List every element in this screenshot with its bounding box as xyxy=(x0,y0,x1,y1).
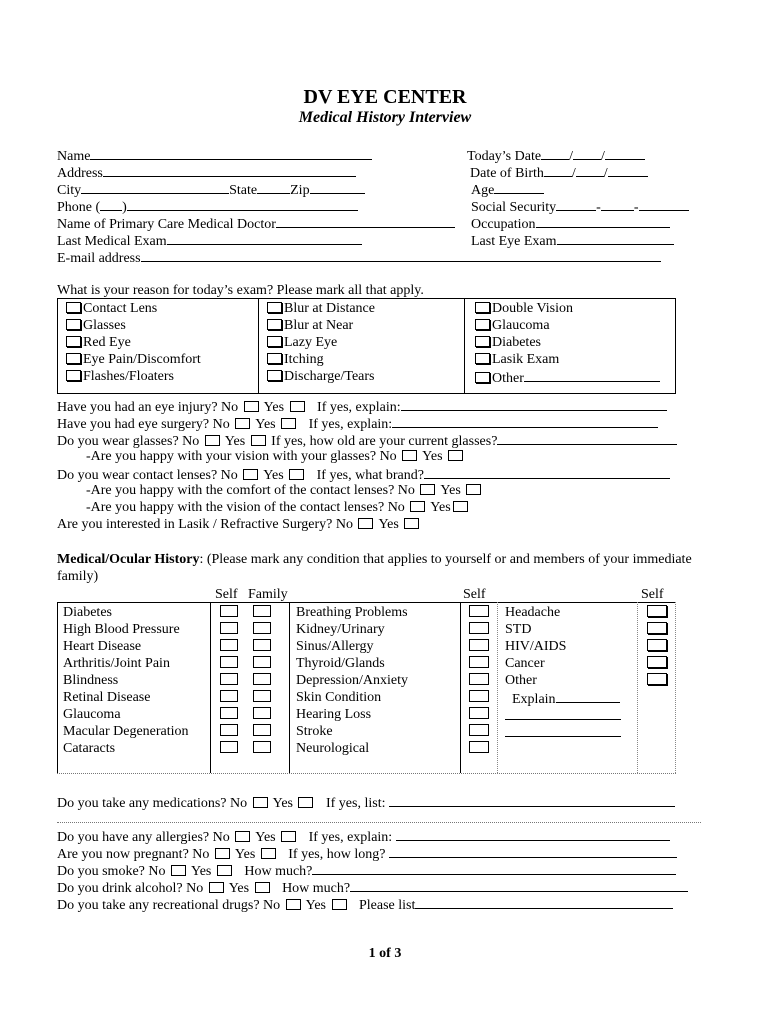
pregnant-field[interactable] xyxy=(389,845,677,858)
reason-item[interactable]: Blur at Distance xyxy=(265,301,375,317)
checkbox-family[interactable] xyxy=(253,673,271,685)
address-field[interactable] xyxy=(103,164,356,177)
checkbox-self[interactable] xyxy=(220,605,238,617)
condition-label: STD xyxy=(505,622,532,637)
checkbox-self[interactable] xyxy=(647,622,667,634)
explain-line xyxy=(505,707,621,725)
todays-date-year[interactable] xyxy=(605,147,645,160)
self-header-3: Self xyxy=(641,587,664,602)
condition-label: Skin Condition xyxy=(296,690,382,705)
todays-date-row: Today’s Date / / xyxy=(467,147,645,165)
checkbox[interactable] xyxy=(475,372,490,383)
condition-label: Arthritis/Joint Pain xyxy=(63,656,170,671)
self-family-checkboxes xyxy=(218,690,273,706)
pregnant-question: Are you now pregnant? No Yes If yes, how long? xyxy=(57,845,677,863)
checkbox[interactable] xyxy=(267,319,282,330)
checkbox-self[interactable] xyxy=(220,724,238,736)
self-checkbox-cell xyxy=(645,622,669,638)
condition-label: Diabetes xyxy=(63,605,112,620)
checkbox-self[interactable] xyxy=(647,605,667,617)
checkbox-family[interactable] xyxy=(253,622,271,634)
reason-divider-1 xyxy=(258,298,259,394)
checkbox-self[interactable] xyxy=(220,622,238,634)
reason-item[interactable]: Discharge/Tears xyxy=(265,369,375,385)
reason-item[interactable]: Blur at Near xyxy=(265,318,353,334)
explain-row: Explain xyxy=(512,690,620,708)
medical-history-intro-2: family) xyxy=(57,569,99,584)
checkbox-yes[interactable] xyxy=(289,469,304,480)
checkbox-self[interactable] xyxy=(220,673,238,685)
drugs-question: Do you take any recreational drugs? No Yes Please list xyxy=(57,896,673,914)
self-checkbox-cell xyxy=(467,707,491,723)
age-field[interactable] xyxy=(494,181,544,194)
history-table-bottom xyxy=(57,773,676,774)
self-header-2: Self xyxy=(463,587,486,602)
checkbox-yes[interactable] xyxy=(261,848,276,859)
checkbox-no[interactable] xyxy=(171,865,186,876)
explain-field-3[interactable] xyxy=(505,724,621,737)
occupation-field[interactable] xyxy=(536,215,670,228)
checkbox-yes[interactable] xyxy=(251,435,266,446)
self-checkbox-cell xyxy=(467,605,491,621)
brand-field[interactable] xyxy=(424,466,670,479)
todays-date-month[interactable] xyxy=(541,147,569,160)
condition-label: HIV/AIDS xyxy=(505,639,567,654)
self-family-checkboxes xyxy=(218,707,273,723)
eye-injury-question: Have you had an eye injury? No Yes If yes, explain: xyxy=(57,398,667,416)
condition-label: Kidney/Urinary xyxy=(296,622,385,637)
address-row: Address xyxy=(57,164,356,182)
checkbox-self[interactable] xyxy=(469,707,489,719)
lasik-question: Are you interested in Lasik / Refractive Surgery? No Yes xyxy=(57,517,421,533)
allergies-field[interactable] xyxy=(396,828,670,841)
checkbox-self[interactable] xyxy=(647,656,667,668)
reason-prompt: What is your reason for today’s exam? Please mark all that apply. xyxy=(57,283,424,298)
condition-label: High Blood Pressure xyxy=(63,622,180,637)
checkbox-no[interactable] xyxy=(209,882,224,893)
checkbox-yes[interactable] xyxy=(453,501,468,512)
condition-label: Cataracts xyxy=(63,741,116,756)
checkbox[interactable] xyxy=(66,370,81,381)
checkbox-self[interactable] xyxy=(469,639,489,651)
self-checkbox-cell xyxy=(645,673,669,689)
checkbox-yes[interactable] xyxy=(290,401,305,412)
explain-line xyxy=(505,724,621,742)
checkbox[interactable] xyxy=(66,336,81,347)
checkbox-no[interactable] xyxy=(244,401,259,412)
checkbox-self[interactable] xyxy=(220,656,238,668)
condition-label: Breathing Problems xyxy=(296,605,408,620)
ssn-part1[interactable] xyxy=(556,198,596,211)
checkbox-self[interactable] xyxy=(647,639,667,651)
smoke-field[interactable] xyxy=(312,862,676,875)
self-family-checkboxes xyxy=(218,673,273,689)
checkbox-no[interactable] xyxy=(358,518,373,529)
checkbox-yes[interactable] xyxy=(281,418,296,429)
checkbox[interactable] xyxy=(267,353,282,364)
reason-item[interactable]: Diabetes xyxy=(473,335,541,351)
checkbox-no[interactable] xyxy=(410,501,425,512)
dob-day[interactable] xyxy=(576,164,604,177)
self-family-checkboxes xyxy=(218,656,273,672)
ssn-row: Social Security - - xyxy=(471,198,689,216)
checkbox-yes[interactable] xyxy=(448,450,463,461)
dob-month[interactable] xyxy=(544,164,572,177)
family-header: Family xyxy=(248,587,288,602)
drugs-field[interactable] xyxy=(415,896,673,909)
doctor-row: Name of Primary Care Medical Doctor xyxy=(57,215,455,233)
age-row: Age xyxy=(471,181,544,199)
checkbox-self[interactable] xyxy=(469,673,489,685)
checkbox-family[interactable] xyxy=(253,707,271,719)
condition-label: Thyroid/Glands xyxy=(296,656,385,671)
checkbox-self[interactable] xyxy=(220,707,238,719)
dob-row: Date of Birth / / xyxy=(470,164,648,182)
checkbox-family[interactable] xyxy=(253,741,271,753)
self-checkbox-cell xyxy=(467,656,491,672)
checkbox-yes[interactable] xyxy=(466,484,481,495)
medical-history-intro: Medical/Ocular History: (Please mark any condition that applies to yourself or and members of your immediate xyxy=(57,552,692,567)
reason-item[interactable]: Glasses xyxy=(64,318,126,334)
occupation-row: Occupation xyxy=(471,215,670,233)
checkbox-self[interactable] xyxy=(647,673,667,685)
checkbox-family[interactable] xyxy=(253,724,271,736)
city-row: City State Zip xyxy=(57,181,365,199)
last-eye-exam-field[interactable] xyxy=(557,232,674,245)
checkbox-self[interactable] xyxy=(469,622,489,634)
checkbox[interactable] xyxy=(267,370,282,381)
alcohol-field[interactable] xyxy=(350,879,688,892)
self-header: Self xyxy=(215,587,238,602)
condition-label: Cancer xyxy=(505,656,545,671)
checkbox-yes[interactable] xyxy=(255,882,270,893)
reason-divider-2 xyxy=(464,298,465,394)
reason-other-field[interactable] xyxy=(524,369,660,382)
medications-question: Do you take any medications? No Yes If yes, list: xyxy=(57,794,675,812)
city-field[interactable] xyxy=(81,181,229,194)
explain-field-2[interactable] xyxy=(505,707,621,720)
self-family-checkboxes xyxy=(218,724,273,740)
reason-item[interactable]: Flashes/Floaters xyxy=(64,369,174,385)
condition-label: Retinal Disease xyxy=(63,690,151,705)
self-checkbox-cell xyxy=(467,690,491,706)
self-checkbox-cell xyxy=(645,656,669,672)
name-field[interactable] xyxy=(90,147,372,160)
reason-item[interactable]: Glaucoma xyxy=(473,318,550,334)
checkbox-self[interactable] xyxy=(220,639,238,651)
checkbox-self[interactable] xyxy=(469,741,489,753)
history-table-top xyxy=(57,602,676,603)
medications-field[interactable] xyxy=(389,794,675,807)
self-checkbox-cell xyxy=(467,622,491,638)
checkbox-yes[interactable] xyxy=(217,865,232,876)
checkbox-no[interactable] xyxy=(205,435,220,446)
contacts-comfort-question: -Are you happy with the comfort of the contact lenses? No Yes xyxy=(86,483,483,499)
smoke-question: Do you smoke? No Yes How much? xyxy=(57,862,676,880)
checkbox-self[interactable] xyxy=(469,724,489,736)
checkbox-no[interactable] xyxy=(235,418,250,429)
reason-item[interactable]: Lasik Exam xyxy=(473,352,559,368)
self-family-checkboxes xyxy=(218,605,273,621)
checkbox-no[interactable] xyxy=(243,469,258,480)
checkbox-yes[interactable] xyxy=(404,518,419,529)
self-checkbox-cell xyxy=(467,673,491,689)
history-divider-2 xyxy=(289,602,290,773)
history-divider-5 xyxy=(637,602,638,773)
checkbox[interactable] xyxy=(267,336,282,347)
condition-label: Headache xyxy=(505,605,561,620)
name-row: Name xyxy=(57,147,372,165)
ssn-part3[interactable] xyxy=(639,198,689,211)
doctor-field[interactable] xyxy=(276,215,455,228)
page-subtitle: Medical History Interview xyxy=(298,109,472,126)
explain-field[interactable] xyxy=(556,690,620,703)
checkbox-no[interactable] xyxy=(420,484,435,495)
explain-field[interactable] xyxy=(392,415,658,428)
last-medical-exam-row: Last Medical Exam xyxy=(57,232,362,250)
condition-label: Macular Degeneration xyxy=(63,724,189,739)
history-divider-4 xyxy=(497,602,498,773)
alcohol-question: Do you drink alcohol? No Yes How much? xyxy=(57,879,688,897)
glasses-age-field[interactable] xyxy=(497,432,677,445)
self-family-checkboxes xyxy=(218,639,273,655)
checkbox-self[interactable] xyxy=(469,690,489,702)
checkbox-no[interactable] xyxy=(402,450,417,461)
reason-item[interactable]: Other xyxy=(473,369,660,387)
self-checkbox-cell xyxy=(645,639,669,655)
explain-field[interactable] xyxy=(401,398,667,411)
email-field[interactable] xyxy=(141,249,661,262)
checkbox[interactable] xyxy=(475,353,490,364)
self-family-checkboxes xyxy=(218,741,273,757)
condition-label: Blindness xyxy=(63,673,119,688)
condition-label: Stroke xyxy=(296,724,333,739)
checkbox[interactable] xyxy=(66,353,81,364)
reason-item[interactable]: Contact Lens xyxy=(64,301,157,317)
history-table-right xyxy=(675,602,676,773)
self-checkbox-cell xyxy=(467,741,491,757)
checkbox-no[interactable] xyxy=(235,831,250,842)
todays-date-day[interactable] xyxy=(573,147,601,160)
history-divider-3 xyxy=(460,602,461,773)
condition-label: Hearing Loss xyxy=(296,707,372,722)
checkbox-no[interactable] xyxy=(286,899,301,910)
dob-year[interactable] xyxy=(608,164,648,177)
checkbox-family[interactable] xyxy=(253,639,271,651)
checkbox[interactable] xyxy=(66,319,81,330)
self-family-checkboxes xyxy=(218,622,273,638)
checkbox-self[interactable] xyxy=(220,741,238,753)
self-checkbox-cell xyxy=(467,639,491,655)
reason-item[interactable]: Eye Pain/Discomfort xyxy=(64,352,201,368)
phone-row: Phone ( ) xyxy=(57,198,358,216)
history-divider-1 xyxy=(210,602,211,773)
reason-item[interactable]: Red Eye xyxy=(64,335,131,351)
checkbox[interactable] xyxy=(475,302,490,313)
condition-label: Depression/Anxiety xyxy=(296,673,408,688)
medical-history-heading: Medical/Ocular History xyxy=(57,552,200,567)
page-title: DV EYE CENTER xyxy=(303,86,467,108)
history-table-left xyxy=(57,602,58,773)
last-eye-exam-row: Last Eye Exam xyxy=(471,232,674,250)
checkbox-family[interactable] xyxy=(253,690,271,702)
checkbox[interactable] xyxy=(267,302,282,313)
allergies-question: Do you have any allergies? No Yes If yes, explain: xyxy=(57,828,670,846)
checkbox-self[interactable] xyxy=(220,690,238,702)
zip-field[interactable] xyxy=(310,181,365,194)
last-medical-exam-field[interactable] xyxy=(167,232,362,245)
phone-field[interactable] xyxy=(127,198,358,211)
ssn-part2[interactable] xyxy=(601,198,634,211)
reason-item[interactable]: Double Vision xyxy=(473,301,573,317)
self-checkbox-cell xyxy=(467,724,491,740)
glasses-happy-question: -Are you happy with your vision with your glasses? No Yes xyxy=(86,449,465,465)
checkbox[interactable] xyxy=(475,336,490,347)
condition-label: Sinus/Allergy xyxy=(296,639,374,654)
eye-surgery-question: Have you had eye surgery? No Yes If yes, explain: xyxy=(57,415,658,433)
checkbox-family[interactable] xyxy=(253,656,271,668)
checkbox-yes[interactable] xyxy=(332,899,347,910)
checkbox[interactable] xyxy=(66,302,81,313)
condition-label: Neurological xyxy=(296,741,370,756)
self-checkbox-cell xyxy=(645,605,669,621)
medications-continuation-line xyxy=(57,822,701,823)
checkbox-yes[interactable] xyxy=(298,797,313,808)
checkbox-no[interactable] xyxy=(215,848,230,859)
phone-area-field[interactable] xyxy=(100,198,122,211)
condition-label: Other xyxy=(505,673,537,688)
contacts-vision-question: -Are you happy with the vision of the contact lenses? No Yes xyxy=(86,500,470,516)
page-number: 1 of 3 xyxy=(368,946,402,961)
reason-item[interactable]: Itching xyxy=(265,352,324,368)
checkbox-no[interactable] xyxy=(253,797,268,808)
email-row: E-mail address xyxy=(57,249,661,267)
glasses-question: Do you wear glasses? No Yes If yes, how old are your current glasses? xyxy=(57,432,677,450)
checkbox[interactable] xyxy=(475,319,490,330)
checkbox-yes[interactable] xyxy=(281,831,296,842)
state-field[interactable] xyxy=(257,181,290,194)
condition-label: Heart Disease xyxy=(63,639,142,654)
condition-label: Glaucoma xyxy=(63,707,121,722)
checkbox-self[interactable] xyxy=(469,605,489,617)
reason-item[interactable]: Lazy Eye xyxy=(265,335,337,351)
checkbox-family[interactable] xyxy=(253,605,271,617)
contacts-question: Do you wear contact lenses? No Yes If yes, what brand? xyxy=(57,466,670,484)
checkbox-self[interactable] xyxy=(469,656,489,668)
